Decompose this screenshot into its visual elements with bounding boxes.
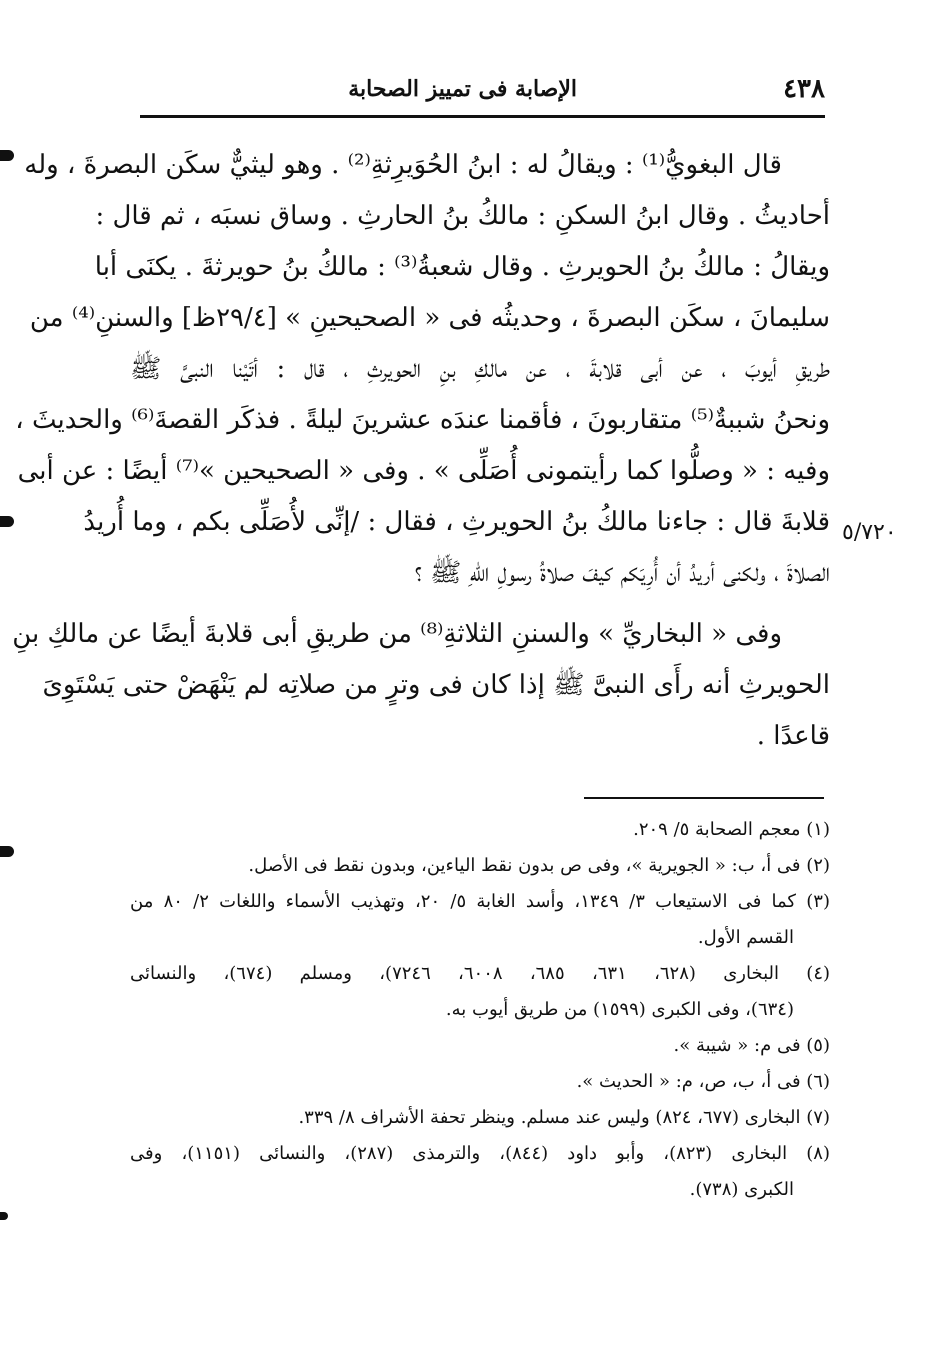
footnote-text: (٦) فى أ، ب، ص، م: « الحديث ». bbox=[576, 1071, 830, 1092]
text-line: أحاديثُ . وقال ابنُ السكنِ : مالكُ بنُ الحارثِ . وساق نسبَه ، ثم قال : bbox=[95, 201, 830, 231]
footnote-text: (٥) فى م: « شيبة ». bbox=[673, 1035, 830, 1056]
footnote bbox=[130, 1064, 830, 1100]
running-header bbox=[140, 64, 825, 118]
main-text bbox=[12, 140, 830, 762]
footnote-separator bbox=[584, 797, 824, 799]
footnote-text: (٨) البخارى (٨٢٣)، وأبو داود (٨٤٤)، والترمذى (٢٨٧)، والنسائى (١١٥١)، وفى bbox=[130, 1143, 830, 1164]
header-rule bbox=[140, 115, 825, 118]
footnote-continuation: (٦٣٤)، وفى الكبرى (١٥٩٩) من طريق أيوب به. bbox=[445, 999, 794, 1020]
footnote bbox=[130, 884, 830, 956]
book-title: الإصابة فى تمييز الصحابة bbox=[348, 76, 577, 102]
footnote bbox=[130, 848, 830, 884]
text-line: طريقِ أيوبَ ، عن أبى قلابةَ ، عن مالكِ بنِ الحويرثِ ، قال : أتَيْنا النبىَّ ﷺ bbox=[130, 354, 830, 384]
footnote bbox=[130, 1136, 830, 1208]
text-line: قاعدًا . bbox=[756, 721, 830, 751]
text-line: قال البغويُّ⁽¹⁾ : ويقالُ له : ابنُ الحُوَيرِثةِ⁽²⁾ . وهو ليثيٌّ سكَن البصرةَ ، وله bbox=[24, 150, 782, 180]
footnote bbox=[130, 812, 830, 848]
footnote-text: (٤) البخارى (٦٢٨، ٦٣١، ٦٨٥، ٦٠٠٨، ٧٢٤٦)، ومسلم (٦٧٤)، والنسائى bbox=[130, 963, 831, 984]
footnote bbox=[130, 1028, 830, 1064]
page-number: ٤٣٨ bbox=[783, 74, 825, 104]
text-line: وفيه : « وصلُّوا كما رأيتمونى أُصَلِّى » . وفى « الصحيحين »⁽⁷⁾ أيضًا : عن أبى bbox=[17, 456, 830, 486]
margin-reference: ٥/٧٢٠ bbox=[842, 520, 897, 545]
binding-mark bbox=[0, 1212, 8, 1220]
text-line: الحويرثِ أنه رأَى النبىَّ ﷺ إذا كان فى وترٍ من صلاتِه لم يَنْهَضْ حتى يَسْتَوِىَ bbox=[42, 670, 830, 700]
text-line: سليمانَ ، سكَن البصرةَ ، وحديثُه فى « الصحيحينِ » [٢٩/٤ظ] والسننِ⁽⁴⁾ من bbox=[29, 303, 830, 333]
binding-mark bbox=[0, 516, 14, 527]
text-line: الصلاةَ ، ولكنى أريدُ أن أُرِيَكم كيفَ صلاةُ رسولِ اللهِ ﷺ ؟ bbox=[414, 558, 830, 588]
footnote-text: (١) معجم الصحابة ٥/ ٢٠٩. bbox=[633, 819, 830, 840]
footnote-text: (٢) فى أ، ب: « الجويرية »، وفى ص بدون نقط الياءين، وبدون نقط فى الأصل. bbox=[248, 855, 830, 876]
text-line: وفى « البخاريِّ » والسننِ الثلاثةِ⁽⁸⁾ من طريقِ أبى قلابةَ أيضًا عن مالكِ بنِ bbox=[12, 619, 782, 649]
binding-mark bbox=[0, 150, 14, 161]
text-line: قلابةَ قال : جاءنا مالكُ بنُ الحويرثِ ، فقال : /إنِّى لأُصَلِّى بكم ، وما أُريدُ bbox=[83, 507, 830, 537]
footnote-continuation: الكبرى (٧٣٨). bbox=[689, 1179, 794, 1200]
footnotes bbox=[130, 812, 830, 1208]
footnote-text: (٣) كما فى الاستيعاب ٣/ ١٣٤٩، وأسد الغابة ٥/ ٢٠، وتهذيب الأسماء واللغات ٢/ ٨٠ من bbox=[130, 891, 830, 912]
footnote-continuation: القسم الأول. bbox=[697, 927, 794, 948]
text-line: ويقالُ : مالكُ بنُ الحويرثِ . وقال شعبةُ⁽³⁾ : مالكُ بنُ حويرثةَ . يكنَى أبا bbox=[94, 252, 830, 282]
text-line: ونحنُ شببةٌ⁽⁵⁾ متقاربونَ ، فأقمنا عندَه عشرينَ ليلةً . فذكَر القصةَ⁽⁶⁾ والحديثَ ، bbox=[15, 405, 830, 435]
binding-mark bbox=[0, 846, 14, 857]
footnote bbox=[130, 1100, 830, 1136]
footnote-text: (٧) البخارى (٦٧٧، ٨٢٤) وليس عند مسلم. وينظر تحفة الأشراف ٨/ ٣٣٩. bbox=[298, 1107, 830, 1128]
footnote bbox=[130, 956, 830, 1028]
paragraph-gap bbox=[130, 599, 830, 609]
